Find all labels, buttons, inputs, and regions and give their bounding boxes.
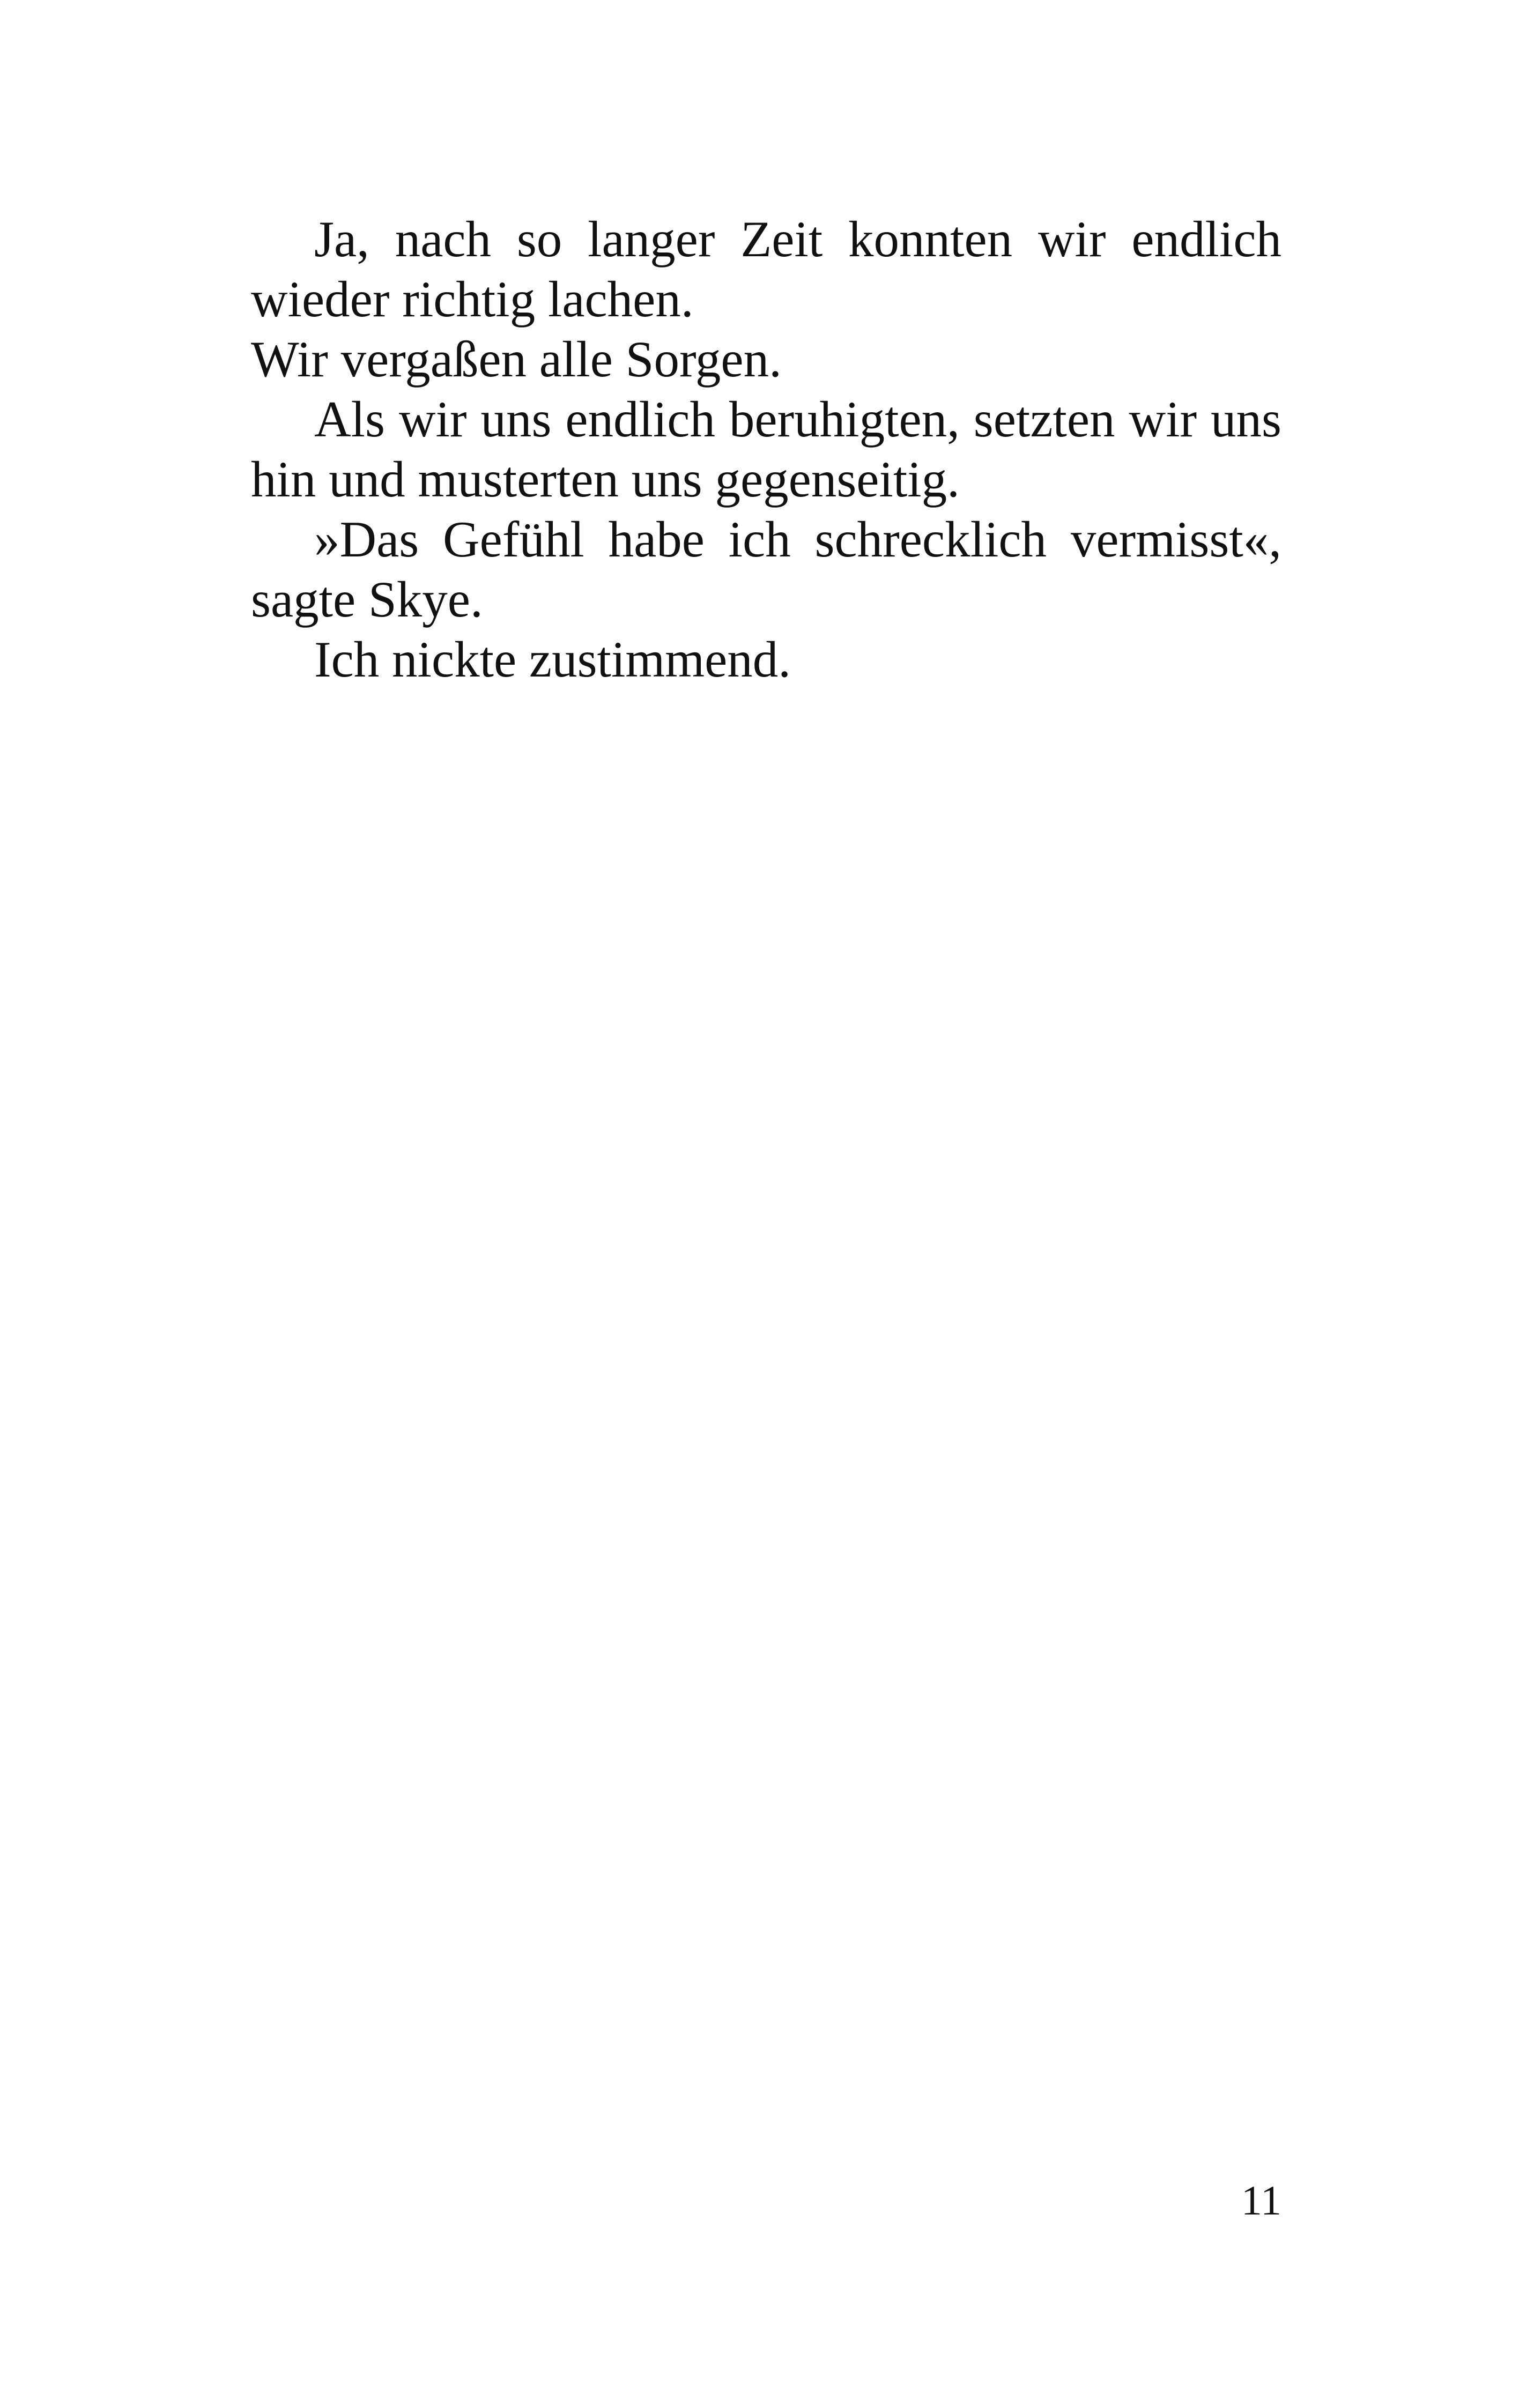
paragraph-3: Als wir uns endlich beruhigten, setzten wir uns hin und musterten uns gegenseitig. [251, 391, 1281, 508]
page-number: 11 [1241, 2177, 1281, 2224]
paragraph-4: »Das Gefühl habe ich schrecklich vermisst«, sagte Skye. [251, 511, 1281, 628]
paragraph-1: Ja, nach so langer Zeit konnten wir endlich wieder richtig lachen. [251, 211, 1281, 328]
body-text [251, 209, 1281, 689]
paragraph-2: Wir vergaßen alle Sorgen. [251, 331, 782, 388]
paragraph-5: Ich nickte zustimmend. [314, 631, 791, 688]
